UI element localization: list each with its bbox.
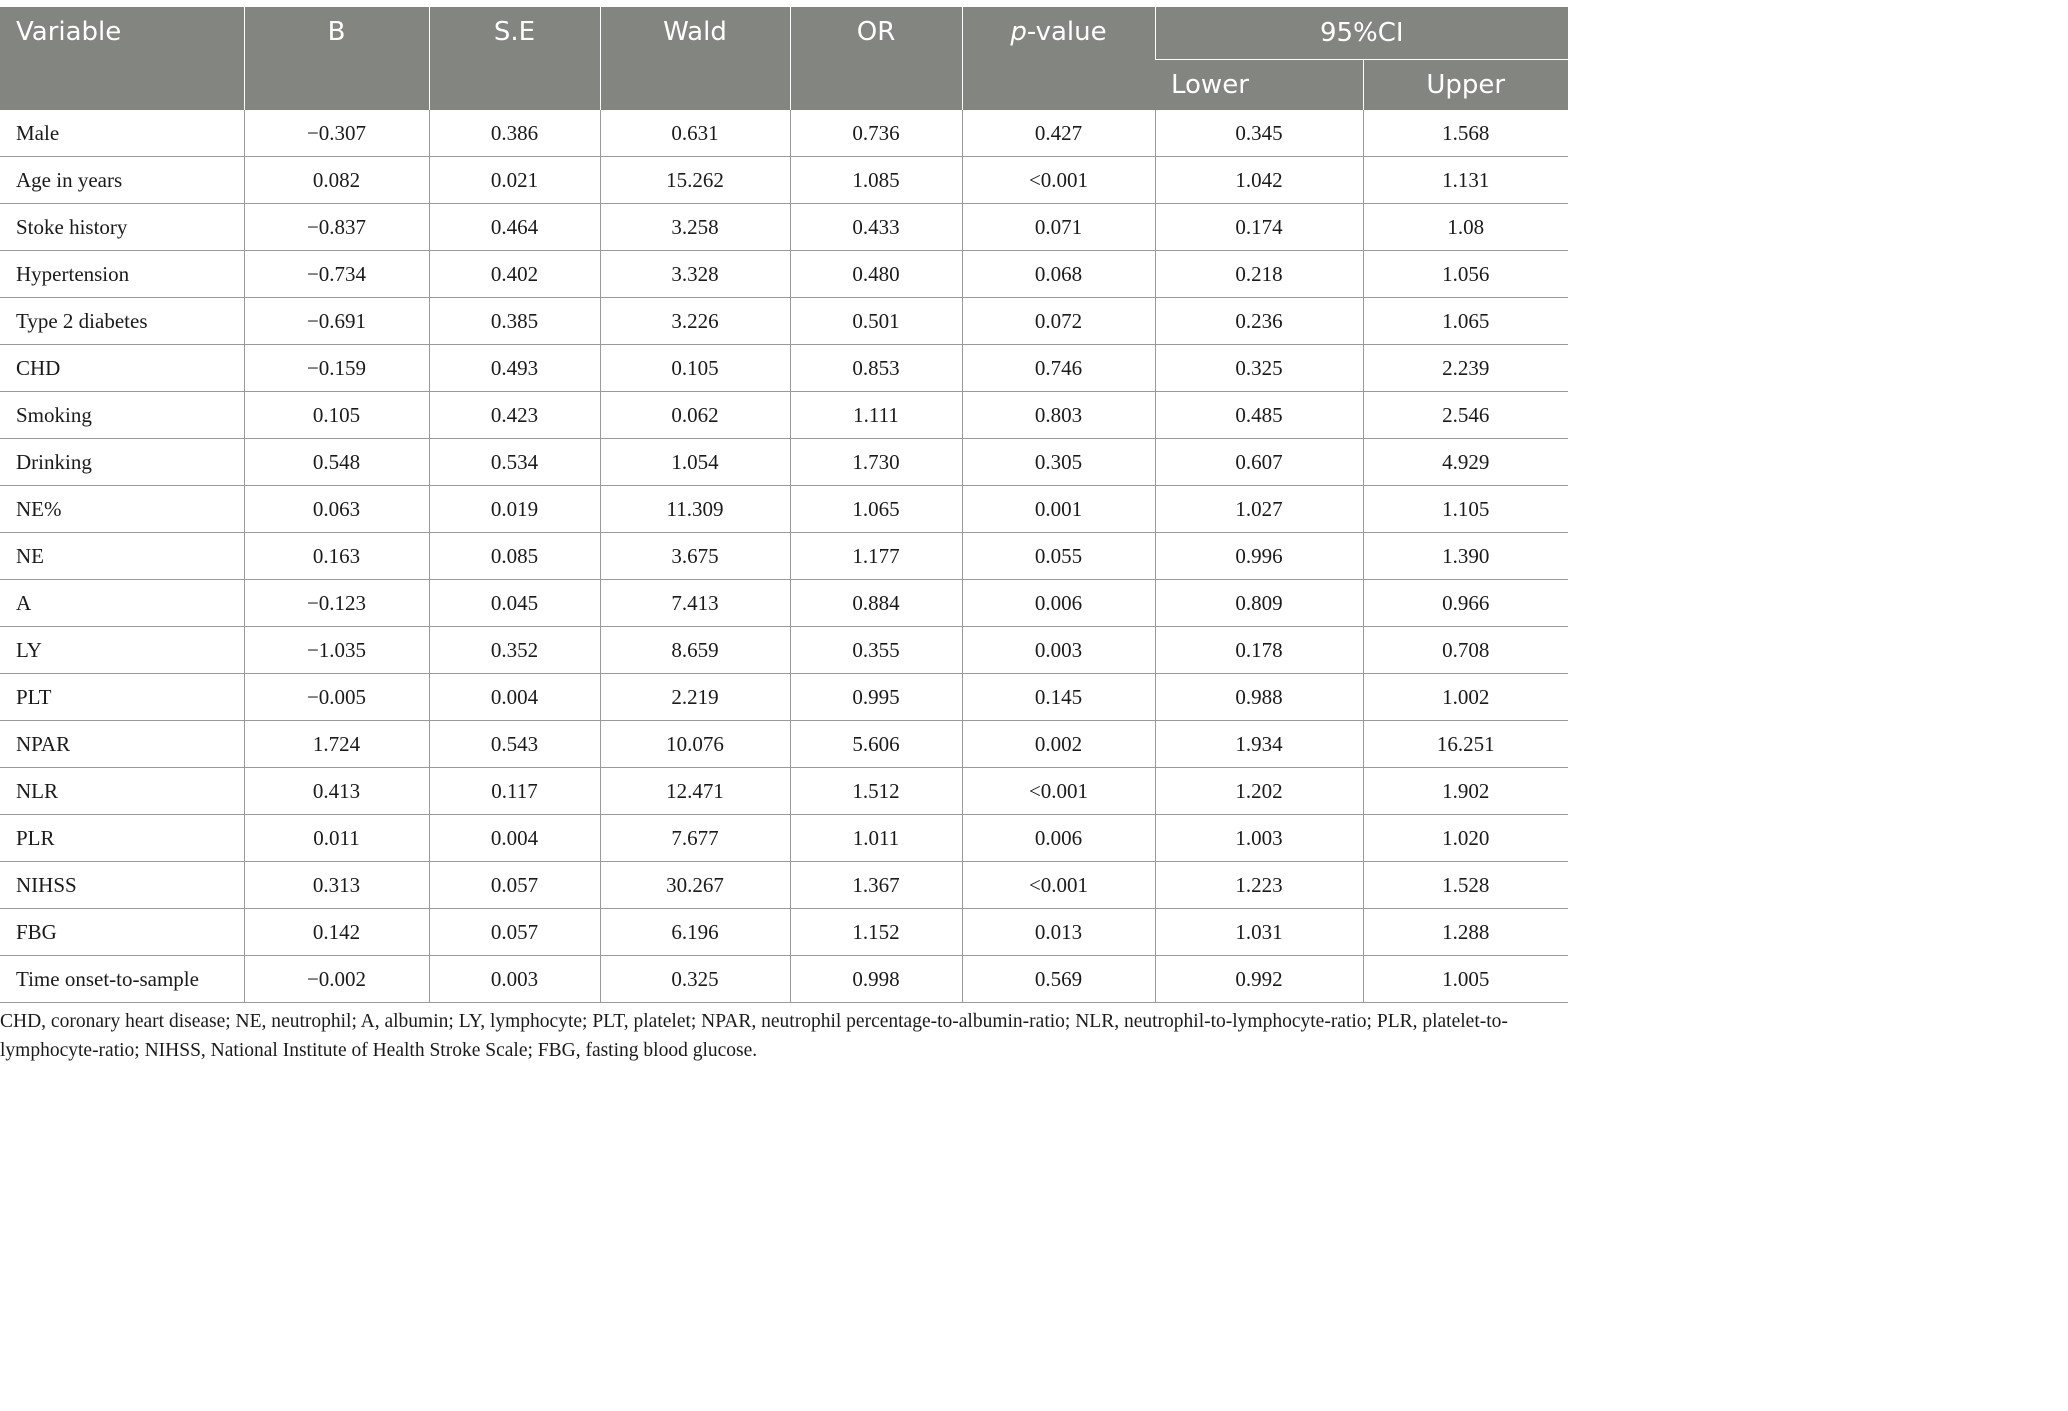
cell-b: 0.548 (244, 439, 429, 486)
cell-b: 0.142 (244, 909, 429, 956)
cell-ci-lower: 1.042 (1155, 157, 1363, 204)
cell-p-value: 0.071 (962, 204, 1155, 251)
cell-p-value: 0.427 (962, 110, 1155, 157)
cell-ci-upper: 1.005 (1363, 956, 1568, 1003)
cell-b: 0.105 (244, 392, 429, 439)
cell-ci-upper: 1.105 (1363, 486, 1568, 533)
cell-or: 0.853 (790, 345, 962, 392)
cell-or: 1.152 (790, 909, 962, 956)
cell-p-value: <0.001 (962, 157, 1155, 204)
cell-wald: 1.054 (600, 439, 790, 486)
cell-p-value: 0.013 (962, 909, 1155, 956)
cell-or: 5.606 (790, 721, 962, 768)
cell-wald: 7.677 (600, 815, 790, 862)
cell-ci-lower: 0.809 (1155, 580, 1363, 627)
header-p-value (962, 7, 1155, 110)
cell-ci-lower: 0.607 (1155, 439, 1363, 486)
cell-p-value: 0.145 (962, 674, 1155, 721)
cell-b: 0.082 (244, 157, 429, 204)
table-row (0, 157, 1568, 204)
cell-ci-lower: 0.325 (1155, 345, 1363, 392)
cell-ci-upper: 16.251 (1363, 721, 1568, 768)
cell-b: −0.002 (244, 956, 429, 1003)
cell-wald: 11.309 (600, 486, 790, 533)
cell-b: 0.313 (244, 862, 429, 909)
cell-p-value: 0.803 (962, 392, 1155, 439)
table-row (0, 674, 1568, 721)
cell-variable: FBG (0, 909, 244, 956)
cell-variable: Smoking (0, 392, 244, 439)
cell-variable: Time onset-to-sample (0, 956, 244, 1003)
cell-b: −0.159 (244, 345, 429, 392)
table-row (0, 627, 1568, 674)
cell-p-value: 0.001 (962, 486, 1155, 533)
cell-se: 0.423 (429, 392, 600, 439)
cell-wald: 0.325 (600, 956, 790, 1003)
cell-ci-lower: 0.174 (1155, 204, 1363, 251)
cell-ci-lower: 0.485 (1155, 392, 1363, 439)
cell-wald: 15.262 (600, 157, 790, 204)
cell-p-value: 0.006 (962, 815, 1155, 862)
cell-ci-upper: 0.966 (1363, 580, 1568, 627)
cell-b: 0.063 (244, 486, 429, 533)
header-variable: Variable (0, 7, 244, 110)
cell-or: 0.480 (790, 251, 962, 298)
cell-b: −0.691 (244, 298, 429, 345)
header-ci-lower: Lower (1155, 60, 1363, 111)
table-row (0, 110, 1568, 157)
cell-ci-lower: 0.345 (1155, 110, 1363, 157)
cell-wald: 3.328 (600, 251, 790, 298)
table-row (0, 815, 1568, 862)
cell-variable: NPAR (0, 721, 244, 768)
table-row (0, 486, 1568, 533)
cell-b: −0.837 (244, 204, 429, 251)
cell-variable: PLR (0, 815, 244, 862)
cell-or: 0.736 (790, 110, 962, 157)
cell-wald: 30.267 (600, 862, 790, 909)
cell-or: 1.512 (790, 768, 962, 815)
cell-or: 0.884 (790, 580, 962, 627)
cell-b: 0.163 (244, 533, 429, 580)
cell-p-value: 0.055 (962, 533, 1155, 580)
cell-variable: Drinking (0, 439, 244, 486)
cell-se: 0.004 (429, 674, 600, 721)
cell-ci-lower: 0.988 (1155, 674, 1363, 721)
cell-p-value: 0.003 (962, 627, 1155, 674)
cell-p-value: 0.068 (962, 251, 1155, 298)
cell-or: 0.433 (790, 204, 962, 251)
table-footnote: CHD, coronary heart disease; NE, neutrophil; A, albumin; LY, lymphocyte; PLT, platelet; NPAR, neutrophil percentage-to-albumin-ratio; NLR, neutrophil-to-lymphocyte-ratio; PLR, platelet-to-lymphocyte-ratio; NIHSS, National Institute of Health Stroke Scale; FBG, fasting blood glucose. (0, 1011, 1508, 1061)
header-ci: 95%CI (1155, 7, 1568, 60)
header-or: OR (790, 7, 962, 110)
cell-ci-lower: 0.236 (1155, 298, 1363, 345)
cell-or: 1.111 (790, 392, 962, 439)
cell-se: 0.386 (429, 110, 600, 157)
cell-variable: Hypertension (0, 251, 244, 298)
table-body (0, 110, 1568, 1003)
cell-se: 0.402 (429, 251, 600, 298)
table-header (0, 7, 1568, 110)
cell-ci-lower: 1.202 (1155, 768, 1363, 815)
cell-or: 0.995 (790, 674, 962, 721)
cell-se: 0.003 (429, 956, 600, 1003)
cell-wald: 3.226 (600, 298, 790, 345)
header-se: S.E (429, 7, 600, 110)
table-row (0, 533, 1568, 580)
cell-ci-upper: 4.929 (1363, 439, 1568, 486)
cell-p-value: 0.305 (962, 439, 1155, 486)
cell-wald: 2.219 (600, 674, 790, 721)
table-row (0, 298, 1568, 345)
cell-ci-upper: 1.020 (1363, 815, 1568, 862)
cell-variable: Type 2 diabetes (0, 298, 244, 345)
cell-or: 0.501 (790, 298, 962, 345)
header-ci-upper: Upper (1363, 60, 1568, 111)
cell-se: 0.464 (429, 204, 600, 251)
cell-se: 0.021 (429, 157, 600, 204)
cell-wald: 0.062 (600, 392, 790, 439)
cell-or: 1.085 (790, 157, 962, 204)
cell-wald: 3.258 (600, 204, 790, 251)
table-row (0, 204, 1568, 251)
cell-b: −1.035 (244, 627, 429, 674)
cell-ci-lower: 0.996 (1155, 533, 1363, 580)
cell-variable: PLT (0, 674, 244, 721)
cell-b: −0.123 (244, 580, 429, 627)
cell-wald: 0.105 (600, 345, 790, 392)
cell-p-value: 0.569 (962, 956, 1155, 1003)
cell-b: −0.307 (244, 110, 429, 157)
cell-variable: Male (0, 110, 244, 157)
cell-ci-upper: 1.528 (1363, 862, 1568, 909)
cell-ci-lower: 0.992 (1155, 956, 1363, 1003)
cell-variable: LY (0, 627, 244, 674)
cell-p-value: 0.072 (962, 298, 1155, 345)
cell-p-value: 0.006 (962, 580, 1155, 627)
cell-b: 1.724 (244, 721, 429, 768)
header-p-italic: p (1010, 17, 1027, 47)
header-b: B (244, 7, 429, 110)
cell-ci-lower: 1.027 (1155, 486, 1363, 533)
cell-ci-upper: 1.390 (1363, 533, 1568, 580)
cell-or: 0.998 (790, 956, 962, 1003)
cell-variable: NE (0, 533, 244, 580)
cell-se: 0.085 (429, 533, 600, 580)
cell-wald: 12.471 (600, 768, 790, 815)
cell-wald: 0.631 (600, 110, 790, 157)
cell-variable: Age in years (0, 157, 244, 204)
cell-p-value: <0.001 (962, 768, 1155, 815)
table-row (0, 580, 1568, 627)
cell-or: 1.011 (790, 815, 962, 862)
cell-ci-lower: 0.178 (1155, 627, 1363, 674)
cell-variable: NLR (0, 768, 244, 815)
cell-ci-upper: 1.065 (1363, 298, 1568, 345)
cell-wald: 3.675 (600, 533, 790, 580)
cell-variable: CHD (0, 345, 244, 392)
cell-ci-upper: 1.568 (1363, 110, 1568, 157)
cell-ci-lower: 1.003 (1155, 815, 1363, 862)
cell-ci-upper: 1.08 (1363, 204, 1568, 251)
cell-se: 0.352 (429, 627, 600, 674)
cell-variable: A (0, 580, 244, 627)
cell-se: 0.004 (429, 815, 600, 862)
cell-or: 1.177 (790, 533, 962, 580)
cell-ci-lower: 1.934 (1155, 721, 1363, 768)
cell-ci-lower: 1.031 (1155, 909, 1363, 956)
cell-se: 0.057 (429, 862, 600, 909)
cell-se: 0.057 (429, 909, 600, 956)
cell-p-value: 0.746 (962, 345, 1155, 392)
regression-table (0, 7, 1568, 1003)
table-row (0, 345, 1568, 392)
cell-ci-upper: 2.239 (1363, 345, 1568, 392)
cell-se: 0.493 (429, 345, 600, 392)
cell-wald: 7.413 (600, 580, 790, 627)
header-p-suffix: -value (1026, 17, 1107, 47)
cell-ci-upper: 2.546 (1363, 392, 1568, 439)
cell-variable: Stoke history (0, 204, 244, 251)
cell-ci-lower: 1.223 (1155, 862, 1363, 909)
cell-or: 0.355 (790, 627, 962, 674)
cell-ci-upper: 1.131 (1363, 157, 1568, 204)
cell-se: 0.534 (429, 439, 600, 486)
cell-or: 1.065 (790, 486, 962, 533)
table-row (0, 768, 1568, 815)
cell-p-value: 0.002 (962, 721, 1155, 768)
cell-b: 0.413 (244, 768, 429, 815)
cell-p-value: <0.001 (962, 862, 1155, 909)
cell-b: 0.011 (244, 815, 429, 862)
cell-se: 0.543 (429, 721, 600, 768)
cell-se: 0.117 (429, 768, 600, 815)
cell-b: −0.005 (244, 674, 429, 721)
table-row (0, 392, 1568, 439)
table-row (0, 439, 1568, 486)
cell-ci-upper: 0.708 (1363, 627, 1568, 674)
cell-ci-upper: 1.002 (1363, 674, 1568, 721)
table-row (0, 909, 1568, 956)
cell-or: 1.730 (790, 439, 962, 486)
cell-variable: NIHSS (0, 862, 244, 909)
cell-se: 0.019 (429, 486, 600, 533)
table-row (0, 721, 1568, 768)
cell-se: 0.045 (429, 580, 600, 627)
cell-wald: 10.076 (600, 721, 790, 768)
cell-ci-lower: 0.218 (1155, 251, 1363, 298)
cell-ci-upper: 1.902 (1363, 768, 1568, 815)
cell-wald: 6.196 (600, 909, 790, 956)
header-wald: Wald (600, 7, 790, 110)
cell-se: 0.385 (429, 298, 600, 345)
cell-wald: 8.659 (600, 627, 790, 674)
table-row (0, 862, 1568, 909)
cell-or: 1.367 (790, 862, 962, 909)
cell-b: −0.734 (244, 251, 429, 298)
cell-ci-upper: 1.056 (1363, 251, 1568, 298)
cell-variable: NE% (0, 486, 244, 533)
table-row (0, 956, 1568, 1003)
cell-ci-upper: 1.288 (1363, 909, 1568, 956)
table-row (0, 251, 1568, 298)
